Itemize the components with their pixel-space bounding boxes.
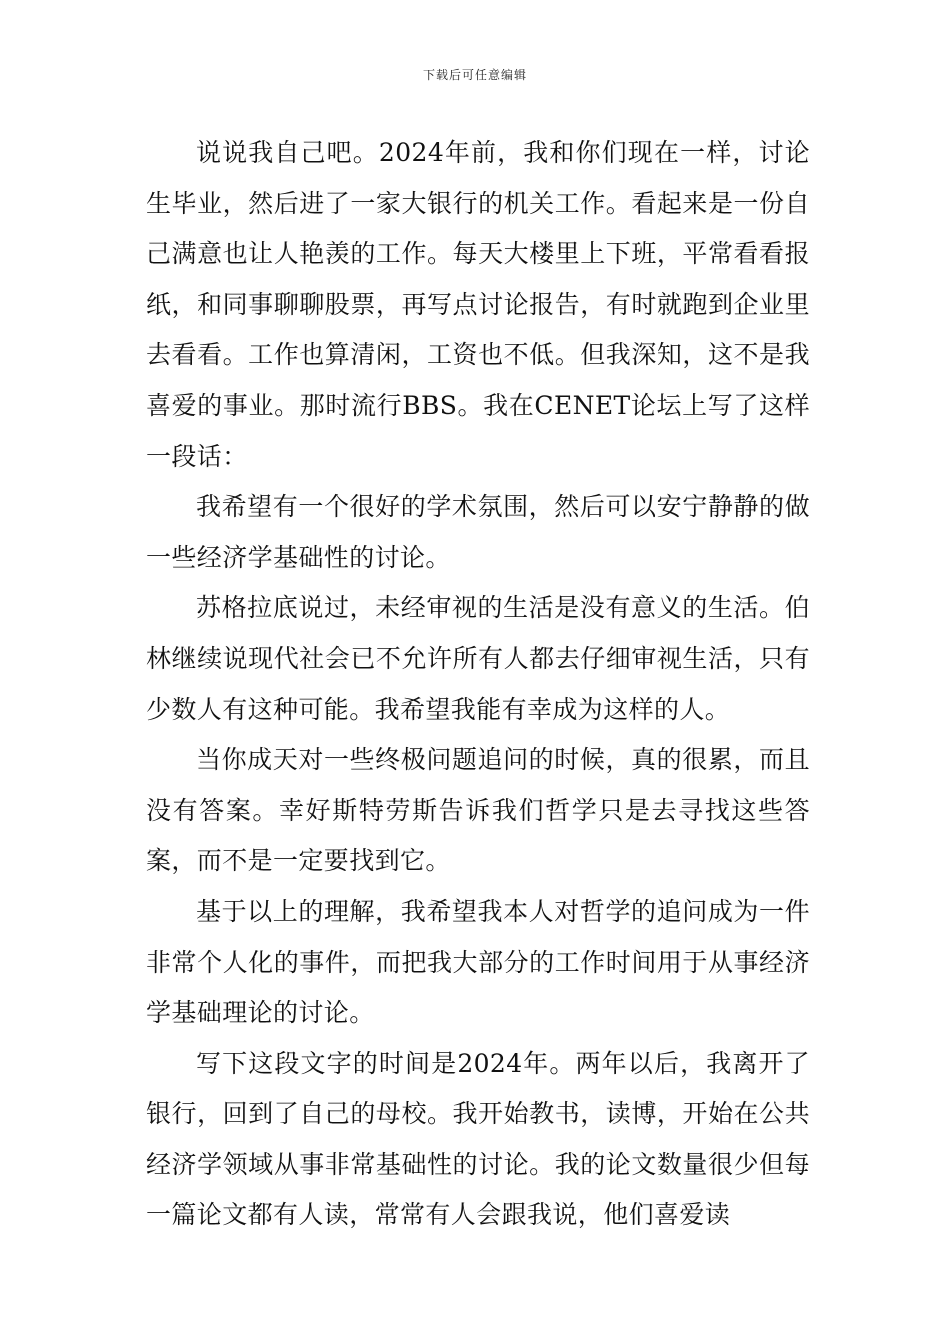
paragraph: 写下这段文字的时间是2024年。两年以后，我离开了银行，回到了自己的母校。我开始教书，读博，开始在公共经济学领域从事非常基础性的讨论。我的论文数量很少但每一篇论文都有人读，常常有人会跟我说，他们喜爱读: [146, 1048, 810, 1230]
paragraph: 说说我自己吧。2024年前，我和你们现在一样，讨论生毕业，然后进了一家大银行的机关工作。看起来是一份自己满意也让人艳羡的工作。每天大楼里上下班，平常看看报纸，和同事聊聊股票，再写点讨论报告，有时就跑到企业里去看看。工作也算清闲，工资也不低。但我深知，这不是我喜爱的事业。那时流行BBS。我在CENET论坛上写了这样一段话：: [146, 138, 810, 471]
paragraph: 苏格拉底说过，未经审视的生活是没有意义的生活。伯林继续说现代社会已不允许所有人都去仔细审视生活，只有少数人有这种可能。我希望我能有幸成为这样的人。: [146, 593, 810, 724]
paragraph: 当你成天对一些终极问题追问的时候，真的很累，而且没有答案。幸好斯特劳斯告诉我们哲学只是去寻找这些答案，而不是一定要找到它。: [146, 745, 810, 876]
paragraph: 我希望有一个很好的学术氛围，然后可以安宁静静的做一些经济学基础性的讨论。: [146, 492, 810, 572]
paragraph: 基于以上的理解，我希望我本人对哲学的追问成为一件非常个人化的事件，而把我大部分的工作时间用于从事经济学基础理论的讨论。: [146, 896, 810, 1028]
page-header: 下载后可任意编辑: [422, 68, 527, 82]
document-body: [146, 128, 810, 1241]
